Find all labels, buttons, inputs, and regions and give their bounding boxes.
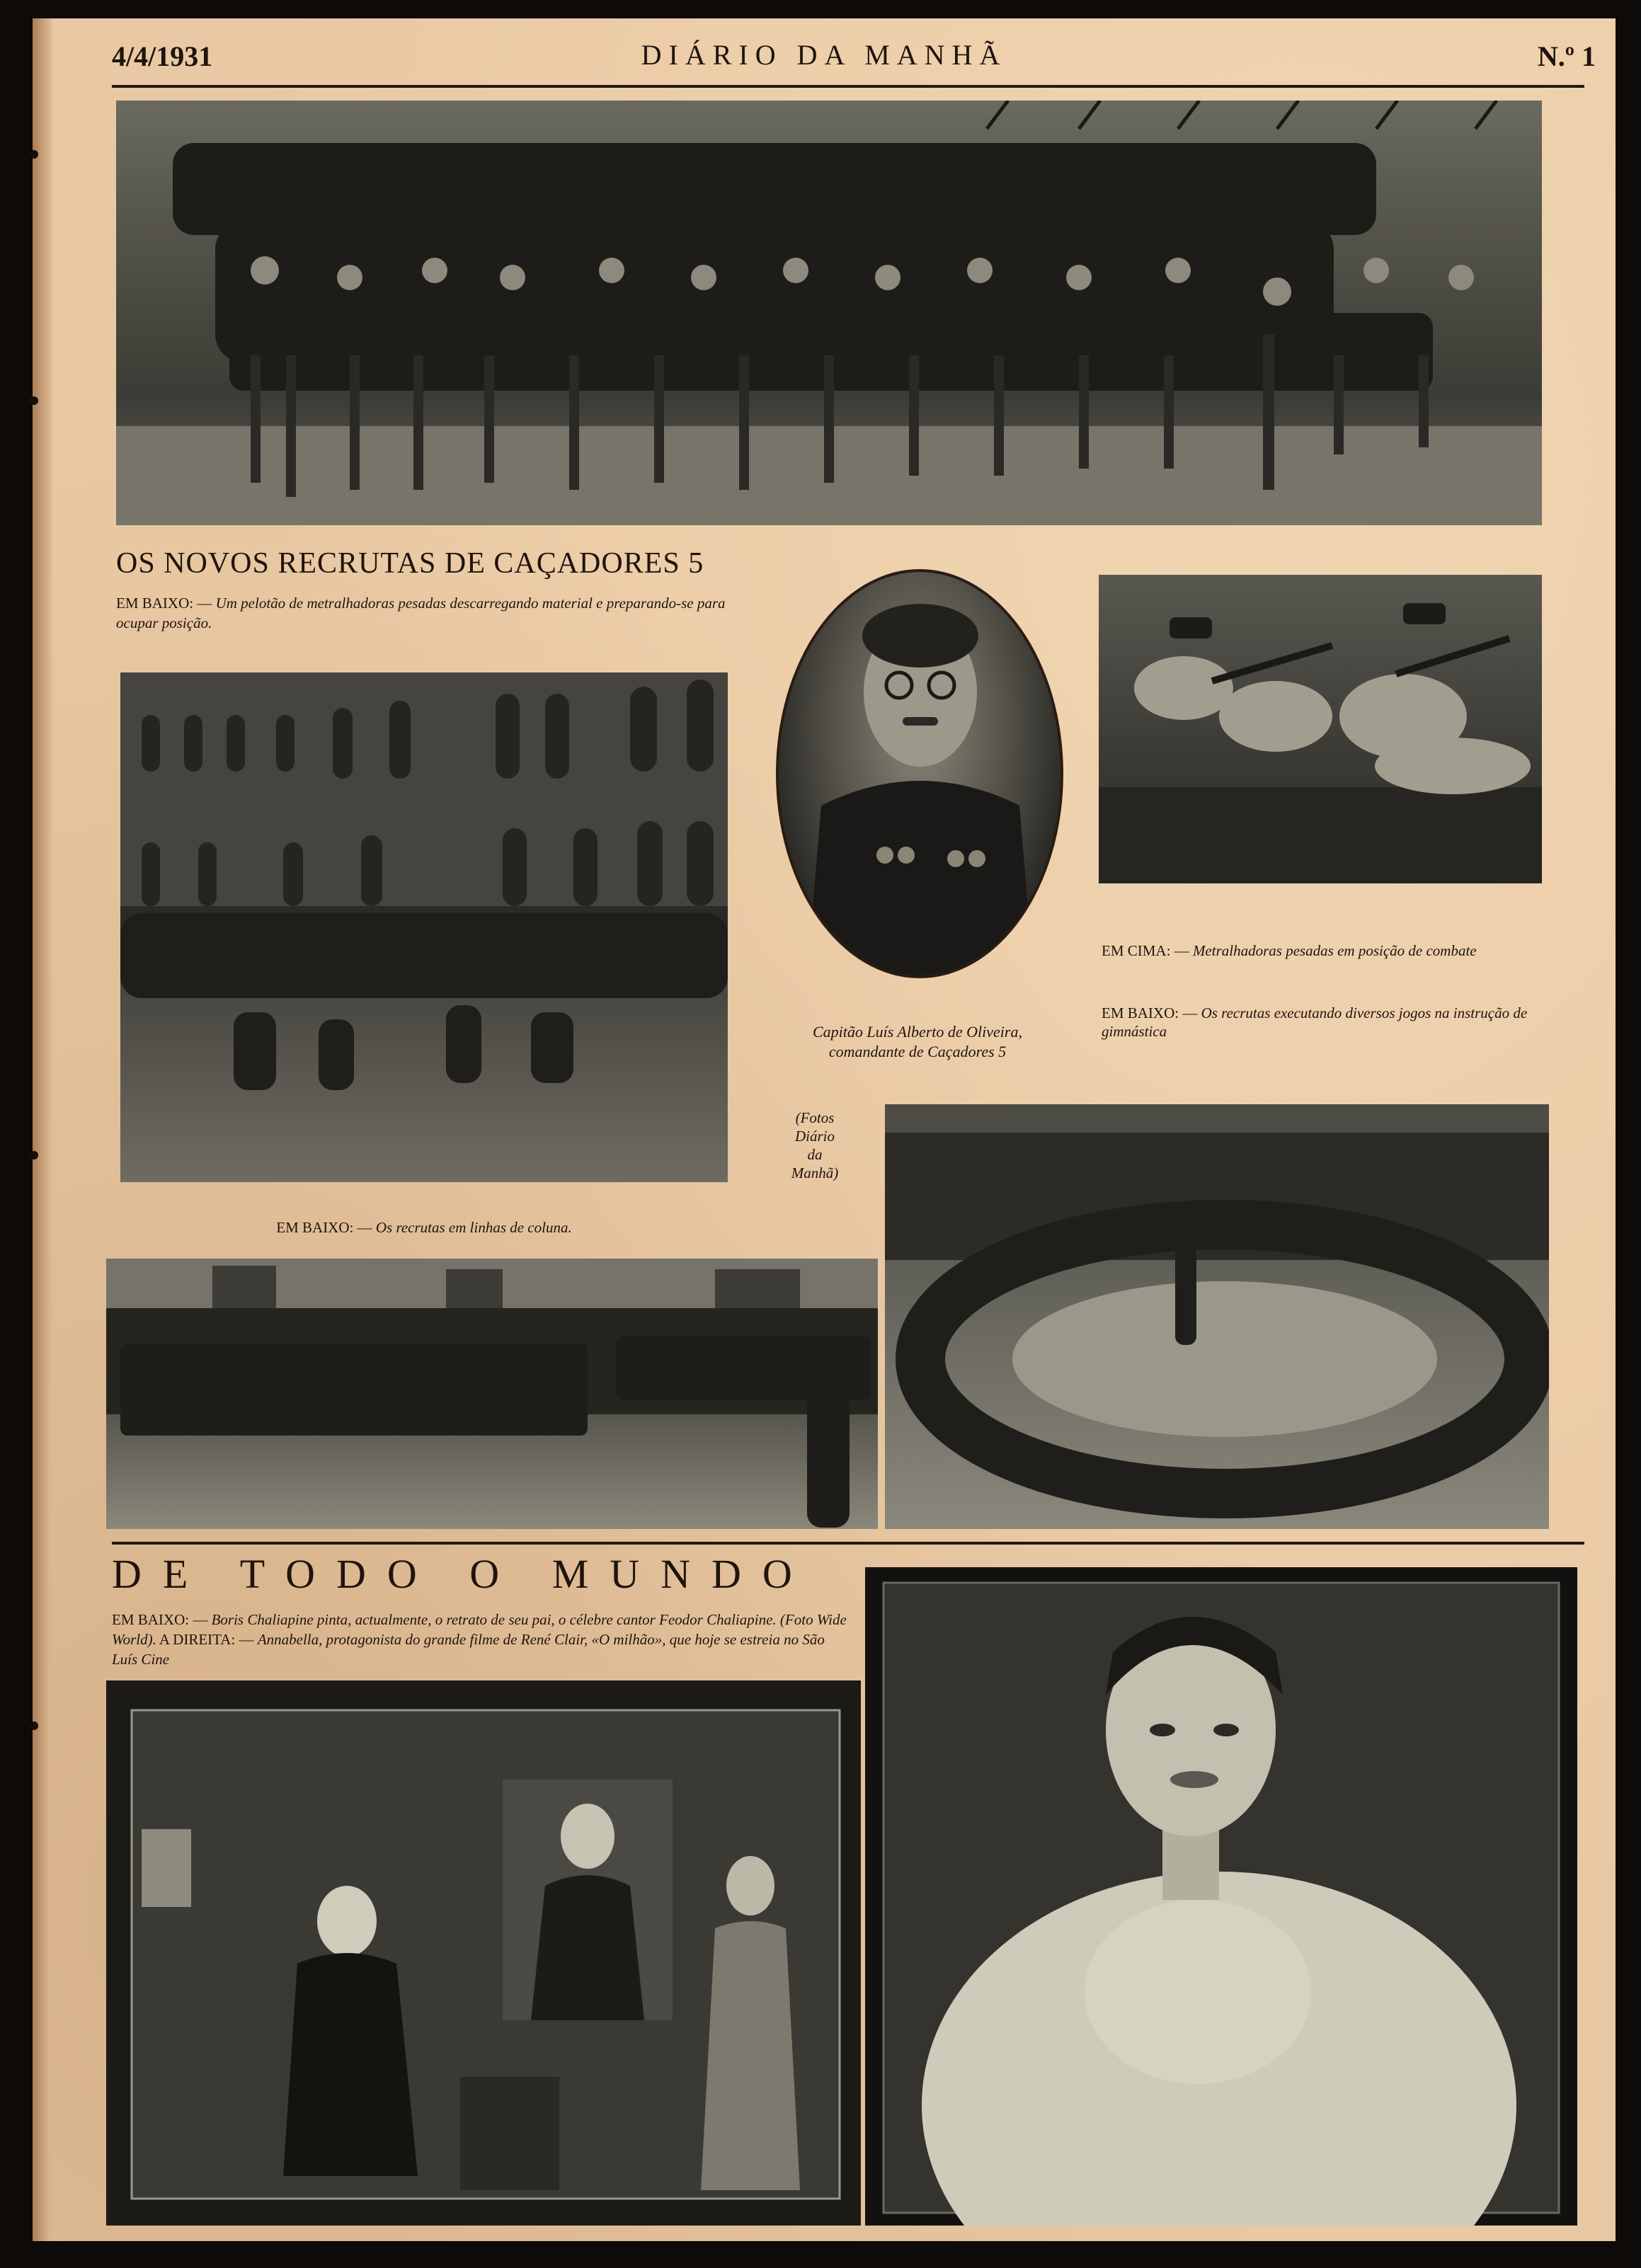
- barracks-photo-art: [120, 672, 728, 1182]
- photo-chaliapine-portrait-painting: [106, 1680, 861, 2226]
- caption-label: EM BAIXO: —: [112, 1611, 208, 1628]
- right-caption-bottom: [1102, 1004, 1545, 1041]
- masthead-title: DIÁRIO DA MANHÃ: [641, 39, 1007, 71]
- gymnastics-photo-art: [885, 1104, 1549, 1529]
- photo-platoon-march: [116, 101, 1542, 525]
- caption-label-right: A DIREITA: —: [159, 1631, 254, 1648]
- portrait-art: [779, 572, 1060, 975]
- photo-credit-line2: Diário: [794, 1128, 835, 1145]
- newspaper-page: [33, 18, 1616, 2241]
- caption-text: Um pelotão de metralhadoras pesadas descarregando material e preparando-se para ocupar posição.: [116, 595, 726, 631]
- machine-guns-photo-art: [1099, 575, 1542, 883]
- chaliapine-photo-art: [106, 1680, 861, 2226]
- binding-hole: [30, 1722, 38, 1730]
- binding-hole: [30, 150, 38, 159]
- right-caption-top: [1102, 941, 1545, 960]
- section2-rule: [112, 1542, 1584, 1545]
- photo-recruits-column: [106, 1259, 878, 1529]
- section1-caption-top: [116, 593, 743, 633]
- issue-number: N.º 1: [1537, 40, 1596, 72]
- photo-barracks-machine-gun-platoon: [120, 672, 728, 1182]
- portrait-caption-line2: comandante de Caçadores 5: [828, 1043, 1007, 1060]
- section1-headline: OS NOVOS RECRUTAS DE CAÇADORES 5: [116, 547, 704, 580]
- caption-label: EM CIMA: —: [1102, 942, 1189, 959]
- photo-annabella: [865, 1567, 1577, 2226]
- photo-portrait-captain: [776, 569, 1063, 978]
- binding-gutter: [33, 18, 54, 2241]
- column-photo-art: [106, 1259, 878, 1529]
- photo-heavy-machine-guns: [1099, 575, 1542, 883]
- section2-caption: [112, 1610, 848, 1669]
- photo-credit: [769, 1109, 861, 1182]
- issue-date: 4/4/1931: [112, 40, 213, 72]
- caption-text: Boris Chaliapine pinta, actualmente, o retrato de seu pai, o célebre cantor Feodor Chaliapine. (Foto Wide World).: [112, 1611, 847, 1648]
- column-caption: [120, 1219, 728, 1237]
- annabella-photo-art: [865, 1567, 1577, 2226]
- caption-text: Os recrutas em linhas de coluna.: [375, 1219, 572, 1236]
- caption-text: Metralhadoras pesadas em posição de combate: [1192, 942, 1477, 959]
- binding-hole: [30, 1151, 38, 1159]
- platoon-photo-art: [116, 101, 1542, 525]
- photo-credit-line1: (Fotos: [795, 1109, 835, 1126]
- portrait-caption-line1: Capitão Luís Alberto de Oliveira,: [813, 1023, 1022, 1041]
- caption-label: EM BAIXO: —: [116, 595, 212, 612]
- photo-credit-line3: da: [807, 1146, 823, 1163]
- portrait-caption: [748, 1022, 1087, 1062]
- section2-headline: DE TODO O MUNDO: [112, 1551, 813, 1597]
- caption-label: EM BAIXO: —: [1102, 1004, 1198, 1021]
- caption-label: EM BAIXO: —: [276, 1219, 372, 1236]
- binding-hole: [30, 396, 38, 405]
- photo-credit-line4: Manhã): [791, 1164, 839, 1181]
- photo-gymnastics-circle: [885, 1104, 1549, 1529]
- header-rule: [112, 85, 1584, 88]
- caption-text: Os recrutas executando diversos jogos na instrução de gimnástica: [1102, 1004, 1528, 1040]
- caption-text-right: Annabella, protagonista do grande filme de René Clair, «O milhão», que hoje se estreia no São Luís Cine: [112, 1631, 825, 1668]
